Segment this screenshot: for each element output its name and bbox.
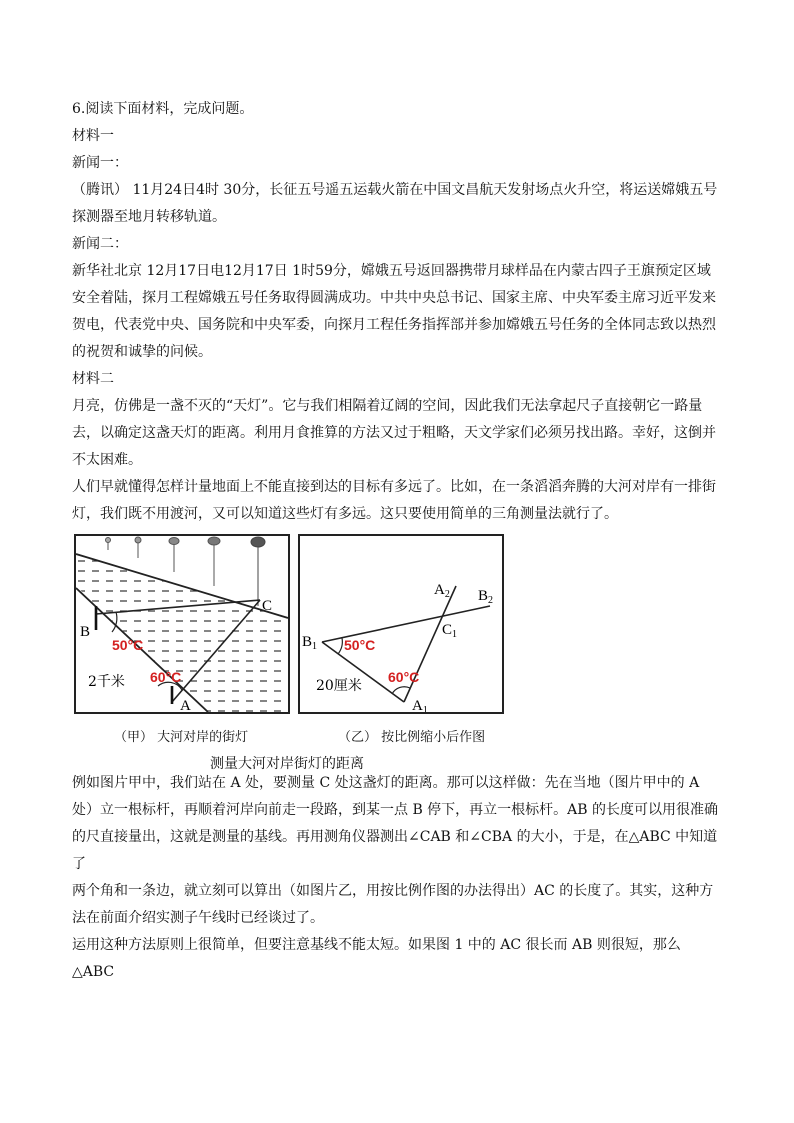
document-page <box>72 96 722 986</box>
news2-line: 贺电，代表党中央、国务院和中央军委，向探月工程任务指挥部并参加嫦娥五号任务的全体同志致以热烈 <box>72 317 716 333</box>
question-heading: 6.阅读下面材料，完成问题。 <box>72 101 254 117</box>
material2-line: 不太困难。 <box>72 452 142 468</box>
figure-right-caption: （乙） 按比例缩小后作图 <box>338 730 486 745</box>
figure-row <box>72 534 722 770</box>
body-line: 法在前面介绍实测子午线时已经谈过了。 <box>72 910 324 926</box>
label-C1: $C_1$ <box>442 622 458 640</box>
street-lamp-icon <box>251 537 265 606</box>
news1-heading: 新闻一： <box>72 155 128 171</box>
angle-B1-label: 50°C <box>344 637 376 653</box>
river-diagram <box>76 536 288 712</box>
figure-left-caption: （甲） 大河对岸的街灯 <box>114 730 249 745</box>
label-B: B <box>80 624 91 640</box>
material2-line: 月亮，仿佛是一盏不灭的“天灯”。它与我们相隔着辽阔的空间，因此我们无法拿起尺子直接朝它一路量 <box>72 398 703 414</box>
body-line: 运用这种方法原则上很简单，但要注意基线不能太短。如果图 1 中的 AC 很长而 AB 则很短，那么△ABC <box>72 937 681 980</box>
label-A2: $A_2$ <box>434 582 450 600</box>
material2-heading: 材料二 <box>72 371 114 387</box>
news1-line: 探测器至地月转移轨道。 <box>72 209 226 225</box>
street-lamp-icon <box>208 537 220 586</box>
label-A1: $A_1$ <box>412 698 428 712</box>
figure-right <box>298 534 504 714</box>
label-B2: $B_2$ <box>478 588 494 606</box>
angle-A-label: 60°C <box>150 669 182 685</box>
distance-label: 20厘米 <box>316 678 362 694</box>
figure-title: 测量大河对岸街灯的距离 <box>210 756 364 772</box>
news2-line: 的祝贺和诚挚的问候。 <box>72 344 212 360</box>
angle-A1-label: 60°C <box>388 669 420 685</box>
body-line: 例如图片甲中，我们站在 A 处，要测量 C 处这盏灯的距离。那可以这样做：先在当地（图片甲中的 A <box>72 775 700 791</box>
angle-arc-B1 <box>338 638 342 654</box>
material2-line: 人们早就懂得怎样计量地面上不能直接到达的目标有多远了。比如，在一条滔滔奔腾的大河对岸有一排街 <box>72 479 716 495</box>
body-line: 处）立一根标杆，再顺着河岸向前走一段路，到某一点 B 停下，再立一根标杆。AB 的长度可以用很准确 <box>72 802 719 818</box>
street-lamp-icon <box>169 538 179 573</box>
label-A: A <box>180 698 191 712</box>
scale-diagram <box>300 536 502 712</box>
angle-B-label: 50°C <box>112 637 144 653</box>
news2-line: 新华社北京 12月17日电12月17日 1时59分，嫦娥五号返回器携带月球样品在内蒙古四子王旗预定区域 <box>72 263 711 279</box>
label-B1: $B_1$ <box>302 634 318 652</box>
street-lamp-icon <box>106 538 111 551</box>
news1-line: （腾讯） 11月24日4时 30分，长征五号遥五运载火箭在中国文昌航天发射场点火升空，将运送嫦娥五号 <box>72 182 718 198</box>
label-C: C <box>262 598 273 614</box>
material2-line: 去，以确定这盏天灯的距离。利用月食推算的方法又过于粗略，天文学家们必须另找出路。幸好，这倒并 <box>72 425 716 441</box>
body-line: 两个角和一条边，就立刻可以算出（如图片乙，用按比例作图的办法得出）AC 的长度了。其实，这种方 <box>72 883 714 899</box>
figure-left <box>74 534 290 714</box>
news2-heading: 新闻二： <box>72 236 128 252</box>
material1-heading: 材料一 <box>72 128 114 144</box>
street-lamp-icon <box>135 537 141 558</box>
material2-line: 灯，我们既不用渡河，又可以知道这些灯有多远。这只要使用简单的三角测量法就行了。 <box>72 506 618 522</box>
news2-line: 安全着陆，探月工程嫦娥五号任务取得圆满成功。中共中央总书记、国家主席、中央军委主席习近平发来 <box>72 290 716 306</box>
body-line: 的尺直接量出，这就是测量的基线。再用测角仪器测出∠CAB 和∠CBA 的大小，于是，在△ABC 中知道了 <box>72 829 718 872</box>
distance-label: 2千米 <box>88 674 125 690</box>
